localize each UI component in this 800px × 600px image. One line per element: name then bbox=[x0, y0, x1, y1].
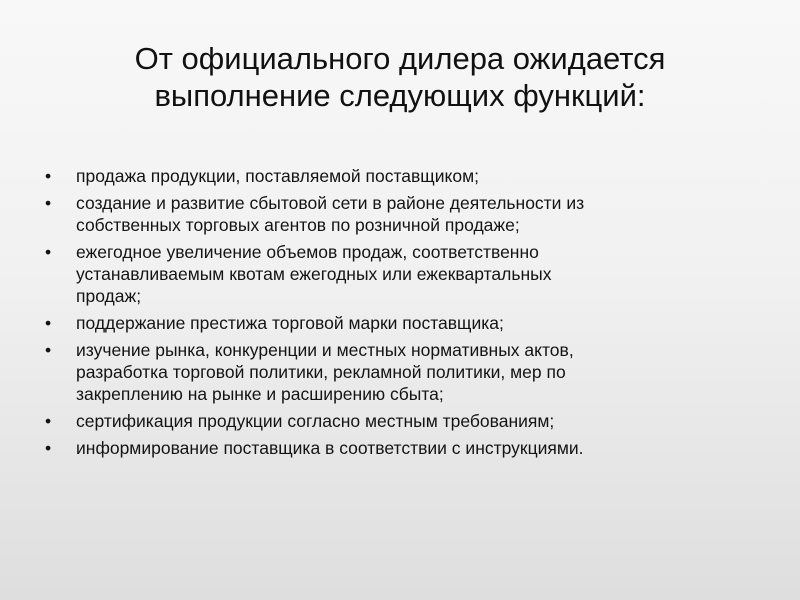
slide-title bbox=[40, 40, 760, 114]
bullet-icon: • bbox=[45, 313, 52, 333]
list-item-text: закреплению на рынке и расширению сбыта; bbox=[76, 384, 444, 404]
list-item bbox=[45, 192, 745, 236]
bullet-icon: • bbox=[45, 340, 52, 360]
list-item-text: ежегодное увеличение объемов продаж, соответственно bbox=[76, 242, 539, 262]
list-item bbox=[45, 339, 745, 405]
list-item bbox=[45, 437, 745, 459]
list-item bbox=[45, 312, 745, 334]
bullet-icon: • bbox=[45, 438, 52, 458]
bullet-icon: • bbox=[45, 411, 52, 431]
list-item-text: создание и развитие сбытовой сети в районе деятельности из bbox=[76, 193, 585, 213]
slide-title-line: От официального дилера ожидается bbox=[134, 41, 666, 76]
list-item-text: информирование поставщика в соответствии с инструкциями. bbox=[76, 438, 584, 458]
bullet-icon: • bbox=[45, 242, 52, 262]
list-item-text: собственных торговых агентов по розничной продаже; bbox=[76, 215, 520, 235]
list-item-text: разработка торговой политики, рекламной политики, мер по bbox=[76, 362, 566, 382]
list-item-text: поддержание престижа торговой марки поставщика; bbox=[76, 313, 504, 333]
slide-title-line: выполнение следующих функций: bbox=[154, 78, 646, 113]
list-item-text: продаж; bbox=[76, 286, 142, 306]
list-item-text: сертификация продукции согласно местным требованиям; bbox=[76, 411, 555, 431]
bullet-icon: • bbox=[45, 166, 52, 186]
list-item-text: изучение рынка, конкуренции и местных нормативных актов, bbox=[76, 340, 574, 360]
list-item bbox=[45, 165, 745, 187]
list-item bbox=[45, 410, 745, 432]
list-item-text: устанавливаемым квотам ежегодных или ежеквартальных bbox=[76, 264, 552, 284]
function-list bbox=[45, 165, 745, 464]
bullet-icon: • bbox=[45, 193, 52, 213]
list-item-text: продажа продукции, поставляемой поставщиком; bbox=[76, 166, 479, 186]
list-item bbox=[45, 241, 745, 307]
